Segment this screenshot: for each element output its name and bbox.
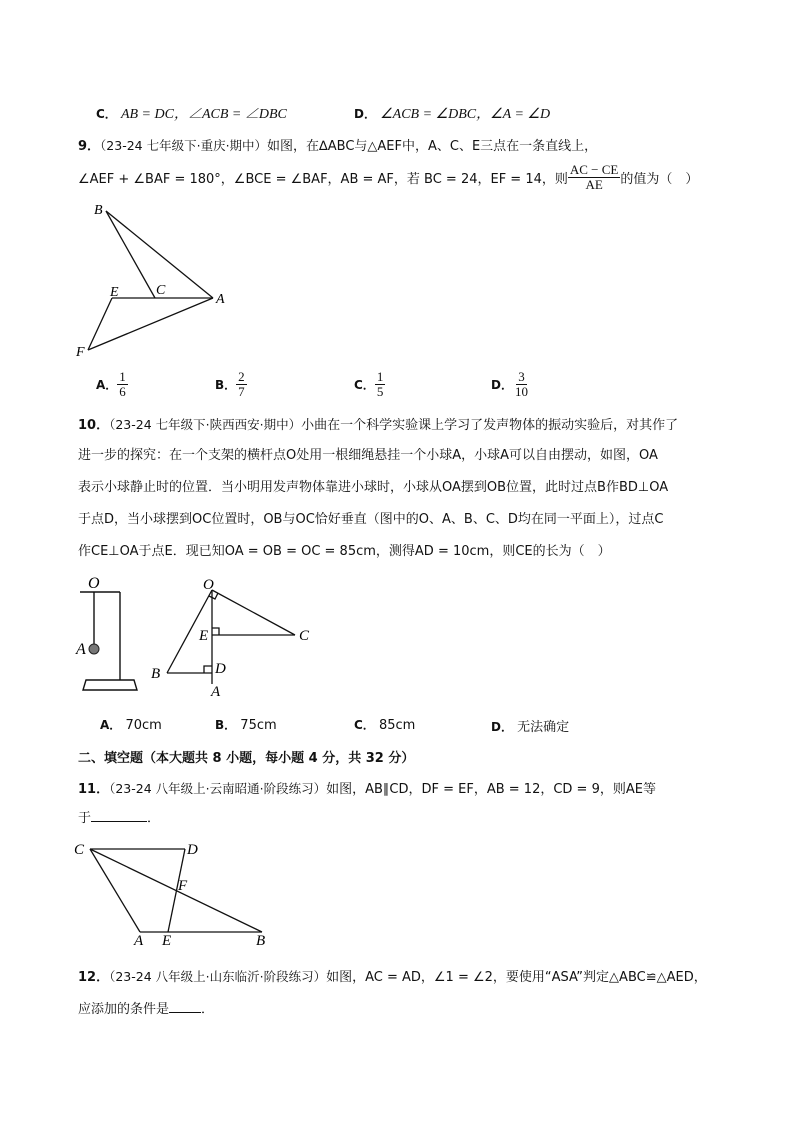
q11-line1 [78, 778, 656, 797]
option-letter: D． [354, 107, 376, 121]
question-text-tail: 的值为（ ） [620, 172, 699, 187]
ball-icon [89, 644, 99, 654]
q9-option-c [354, 370, 385, 399]
q10-geometry-figure [145, 572, 330, 700]
fraction-denominator: 10 [514, 384, 528, 399]
option-fraction [513, 370, 530, 399]
fraction-denominator: 6 [119, 384, 126, 399]
label-d: D [215, 661, 226, 677]
option-fraction [375, 370, 386, 399]
question-number: 10． [78, 418, 110, 433]
q10-option-d [491, 716, 569, 735]
question-number: 11． [78, 782, 110, 797]
question-text: 如图，在∆ABC与△AEF中，A、C、E三点在一条直线上， [267, 139, 598, 154]
option-letter: C． [354, 378, 375, 392]
option-text: ∠ACB = ∠DBC，∠A = ∠D [380, 107, 551, 122]
q8-option-c [96, 103, 287, 123]
option-letter: C． [96, 107, 117, 121]
label-o: O [203, 577, 214, 593]
question-text: 应添加的条件是 [78, 1002, 170, 1017]
label-c: C [299, 628, 310, 644]
q9-option-a [96, 370, 128, 399]
question-number: 9． [78, 139, 101, 154]
option-letter: D． [491, 378, 513, 392]
q10-line5: 作CE⊥OA于点E．现已知OA = OB = OC = 85cm，测得AD = 10cm，则CE的长为（ ） [78, 544, 611, 559]
q12-line1 [78, 966, 707, 985]
fraction-denominator: AE [585, 177, 603, 192]
fraction-denominator: 5 [376, 384, 384, 399]
q9-line2 [78, 163, 698, 192]
q10-option-b [215, 716, 277, 733]
q10-option-c [354, 716, 415, 733]
option-letter: A． [100, 718, 122, 732]
option-text: 85cm [378, 718, 416, 733]
question-number: 12． [78, 970, 110, 985]
question-text: 小曲在一个科学实验课上学习了发声物体的振动实验后，对其作了 [301, 418, 679, 433]
fraction-numerator: 2 [238, 369, 245, 384]
label-b: B [94, 203, 103, 218]
question-text: ． [201, 1002, 215, 1017]
option-letter: B． [215, 378, 237, 392]
fraction-numerator: 1 [376, 369, 384, 384]
option-letter: A． [96, 378, 118, 392]
q10-pendulum-figure [72, 572, 152, 697]
question-text: ∠AEF + ∠BAF = 180°，∠BCE = ∠BAF，AB = AF，若 BC = 24，EF = 14，则 [78, 172, 568, 187]
question-source: （23-24 七年级下·陕西西安·期中） [109, 417, 302, 432]
answer-blank[interactable] [169, 1012, 201, 1013]
q11-figure [70, 835, 280, 950]
option-letter: D． [491, 720, 513, 734]
q10-line3: 表示小球静止时的位置．当小明用发声物体靠进小球时，小球从OA摆到OB位置，此时过点B作BD⊥OA [78, 480, 669, 495]
question-text: 于 [78, 811, 92, 826]
label-d: D [187, 842, 198, 858]
option-text: AB = DC，∠ACB = ∠DBC [120, 107, 287, 122]
option-fraction [117, 370, 128, 399]
option-fraction [236, 370, 247, 399]
q9-figure [70, 200, 245, 360]
question-source: （23-24 八年级上·山东临沂·阶段练习） [109, 969, 327, 984]
label-f: F [178, 878, 188, 894]
label-a: A [211, 684, 221, 700]
section-title: 二、填空题（本大题共 8 小题，每小题 4 分，共 32 分） [78, 751, 415, 766]
q10-line4: 于点D，当小球摆到OC位置时，OB与OC恰好垂直（图中的O、A、B、C、D均在同一平面上），过点C [78, 512, 664, 527]
question-text: ． [147, 811, 161, 826]
label-f: F [76, 345, 85, 360]
label-c: C [156, 283, 166, 298]
fraction-numerator: 3 [518, 369, 525, 384]
option-text: 70cm [125, 718, 162, 733]
q11-line2 [78, 807, 160, 826]
q9-option-b [215, 370, 247, 399]
q10-line1 [78, 414, 678, 433]
q9-option-d [491, 370, 530, 399]
label-e: E [199, 628, 209, 644]
label-b: B [256, 933, 266, 949]
label-c: C [74, 842, 85, 858]
fraction [568, 163, 621, 192]
label-a: A [76, 641, 86, 658]
fraction-numerator: 1 [119, 369, 126, 384]
q8-option-d [354, 103, 550, 123]
label-e: E [110, 285, 119, 300]
option-letter: B． [215, 718, 237, 732]
label-o: O [88, 575, 100, 592]
q9-line1 [78, 135, 597, 154]
question-source: （23-24 七年级下·重庆·期中） [100, 138, 268, 153]
answer-blank[interactable] [91, 821, 147, 822]
label-a: A [216, 292, 225, 307]
question-source: （23-24 八年级上·云南昭通·阶段练习） [109, 781, 327, 796]
question-text: 如图，AB∥CD，DF = EF，AB = 12，CD = 9，则AE等 [326, 782, 656, 797]
question-text: 如图，AC = AD，∠1 = ∠2，要使用“ASA”判定△ABC≌△AED， [326, 970, 707, 985]
label-e: E [162, 933, 172, 949]
fraction-numerator: AC − CE [569, 162, 619, 177]
option-text: 75cm [240, 718, 277, 733]
q10-option-a [100, 716, 162, 733]
q10-line2: 进一步的探究：在一个支架的横杆点O处用一根细绳悬挂一个小球A，小球A可以自由摆动，如图，OA [78, 448, 658, 463]
q12-line2 [78, 998, 214, 1017]
fraction-denominator: 7 [238, 384, 245, 399]
option-text: 无法确定 [517, 720, 570, 735]
option-letter: C． [354, 718, 375, 732]
label-a: A [134, 933, 144, 949]
label-b: B [151, 666, 161, 682]
